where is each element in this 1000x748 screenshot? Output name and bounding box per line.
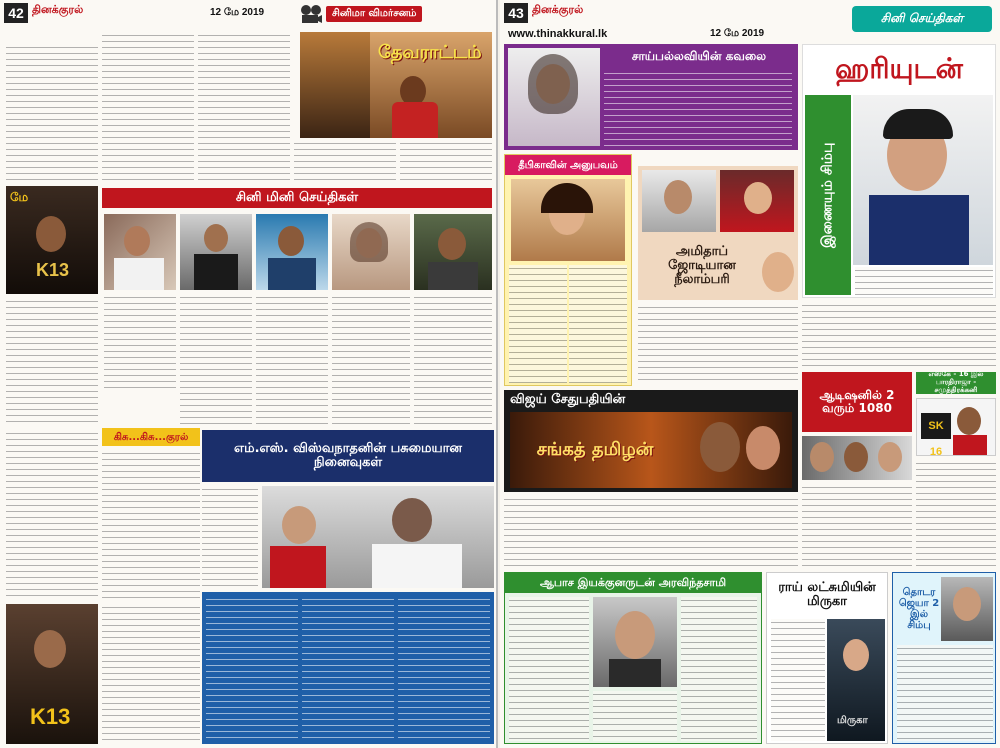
sai-pallavi-title: சாய்பல்லவியின் கவலை: [631, 49, 767, 64]
brand-logo: தினக்குரல்: [32, 4, 84, 16]
review-text-col-5: [400, 140, 492, 180]
mini-photo-4: [332, 214, 410, 290]
amitabh-article: [638, 166, 798, 300]
mini-text-5: [414, 294, 492, 426]
website-url: www.thinakkural.lk: [508, 28, 608, 40]
sk16-photo: [916, 398, 996, 456]
deepika-title: தீபிகாவின் அனுபவம்: [505, 155, 631, 175]
review-text-col-3: [198, 32, 290, 182]
mini-text-4: [332, 294, 410, 426]
hari-title-top: ஹரியுடன்: [835, 51, 963, 85]
mini-photo-5: [414, 214, 492, 290]
aravindswamy-article: [504, 572, 762, 744]
review-text-col-1: [6, 44, 98, 182]
k13-label: K13: [36, 260, 70, 280]
film-reel-icon: [300, 4, 322, 24]
sidebar-text-2: [6, 430, 98, 598]
page-number: 42: [4, 3, 28, 23]
raai-laxmi-article: ராய் லட்சுமியின் மிருகா மிருகா: [766, 572, 888, 744]
mini-photo-2: [180, 214, 252, 290]
aavasa-title: ஆபாச இயக்குனருடன் அரவிந்தசாமி: [505, 573, 761, 593]
hari-text: [802, 302, 996, 368]
deepika-article: [504, 154, 632, 386]
cinema-review-banner: சினிமா விமர்சனம்: [300, 2, 422, 26]
hari-simbu-article: [802, 44, 996, 298]
sidebar-text-1: [6, 298, 98, 426]
cine-news-banner: சினி செய்திகள்: [852, 6, 992, 32]
amitabh-text: [638, 304, 798, 384]
devarattam-poster: [300, 32, 492, 138]
sangathamizhan-article: [504, 390, 798, 492]
sangathamizhan-text: [504, 496, 798, 568]
raai-title: ராய் லட்சுமியின் மிருகா: [778, 579, 876, 609]
vijay-sethupathi-title: விஜய் சேதுபதியின்: [510, 392, 626, 407]
mini-text-3: [256, 294, 328, 426]
sk16-title: எஸ்கே - 16 இல் பாரதிராஜா - சமுத்திரக்கனி: [928, 370, 984, 394]
msv-body: [202, 592, 494, 744]
audition-banner: [802, 372, 912, 432]
kisu-banner: கிசு...கிசு...குரல்: [102, 428, 200, 446]
sk16-banner: [916, 372, 996, 394]
mini-text-2: [180, 294, 252, 426]
page-date: 12 மே 2019: [210, 7, 265, 18]
k13-poster-bottom: K13: [6, 604, 98, 744]
poster-title: தேவராட்டம்: [378, 42, 482, 63]
review-text-col-4: [294, 140, 396, 180]
kisu-text: [102, 450, 200, 600]
sangathamizhan-title: சங்கத் தமிழன்: [536, 439, 654, 461]
right-page: [500, 0, 1000, 748]
k13-poster-top: மே K13: [6, 186, 98, 294]
mini-photo-3: [256, 214, 328, 290]
amitabh-title: அமிதாப் ஜோடியான நீலாம்பரி: [668, 243, 736, 288]
sk16-logo: SK 16: [921, 413, 951, 439]
audition-text: [802, 484, 912, 568]
sidebar-text-3: [102, 604, 200, 744]
sk16-text: [916, 460, 996, 568]
review-text-col-2: [102, 32, 194, 182]
thodara-article: [892, 572, 996, 744]
left-page: [0, 0, 498, 748]
msv-photo: [262, 486, 494, 588]
mini-news-title: சினி மினி செய்திகள்: [102, 188, 492, 208]
mini-photo-1: [104, 214, 176, 290]
msv-text-1: [202, 486, 258, 588]
audition-photos: [802, 436, 912, 480]
mini-text-1: [104, 294, 176, 390]
thodara-title: தொடர ஜெயா 2 இல் சிம்பு: [898, 587, 940, 631]
page-date: 12 மே 2019: [710, 28, 765, 39]
brand-logo: தினக்குரல்: [532, 4, 584, 16]
msv-title: எம்.எஸ். விஸ்வநாதனின் பசுமையான நினைவுகள்: [202, 430, 494, 482]
sai-pallavi-article: [504, 44, 798, 150]
left-header: [0, 0, 496, 26]
audition-title: ஆடிஷனில் 2 வரும் 1080: [819, 387, 895, 415]
hari-title-bottom: இணையும் சிம்பு: [805, 95, 851, 295]
page-number: 43: [504, 3, 528, 23]
